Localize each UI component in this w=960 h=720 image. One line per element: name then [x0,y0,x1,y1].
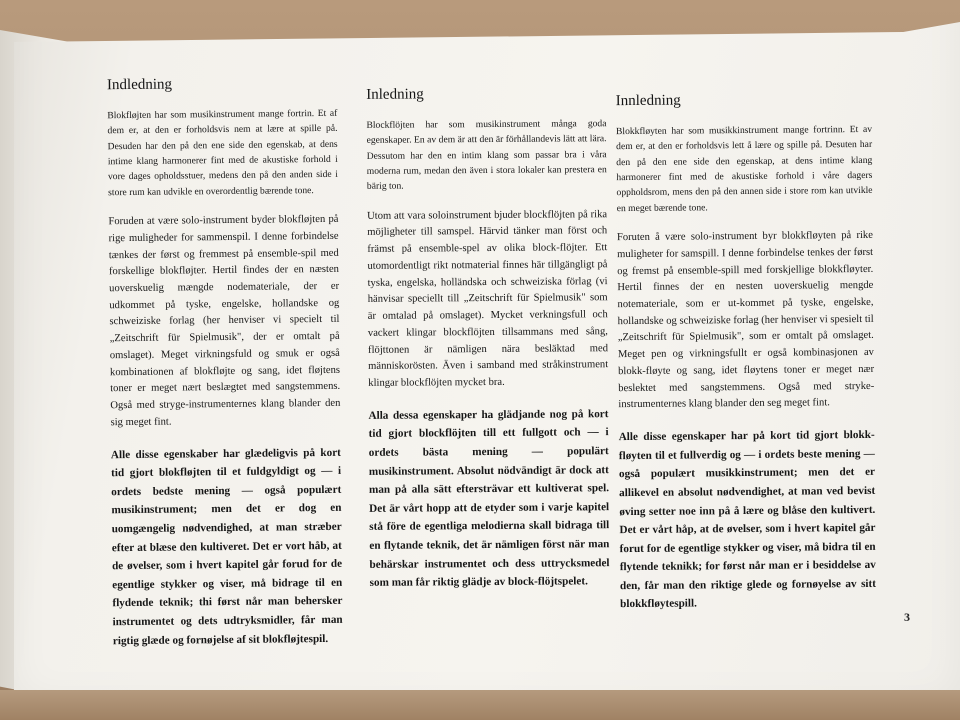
page-number: 3 [904,610,910,624]
paragraph: Blokkfløyten har som musikkinstrument mange fortrinn. Et av dem er, at den er forholdsvis lett å lære og spille på. Desuten har den på den ene side den egenskap, at dens intime klang harmonerer fint med de akustiske forhold i våre dagers oppholdsrom, mens den på den annen side i store rom kan utvikle en meget bærende tone. [615,123,873,214]
column-heading: Indledning [106,76,173,94]
paragraph: Alle disse egenskaper har på kort tid gjort blokk-fløyten til et fullverdig og — i ordets beste mening — også populært musikkinstrument; men det er allikevel en absolut nødvendighet, at man ved bevist øving setter noe inn på å lære og blåse den kultivert. Det er vårt håp, at de øvelser, som i hvert kapitel går forut for de egentlige stykker og viser, må bidra til en flytende teknikk; for først når man er i besiddelse av den, får man den riktige glede og fornøyelse av sitt blokkfløytespill. [618,429,877,611]
table-surface [0,690,960,720]
paragraph: Alla dessa egenskaper ha glädjande nog på kort tid gjort blockflöjten till ett fullgott och — i ordets bästa mening — populärt musikinstrument. Absolut nödvändigt är dock att man på alla sätt eftersträvar ett kultiverat spel. Det är vårt hopp att de etyder som i varje kapitel stå före de egentliga melodierna skall bidraga till en flytande teknik, det är nämligen först när man behärskar instrumentet och dess uttrycksmedel som man får riktig glädje av block-flöjtspelet. [368,407,610,589]
column-danish [107,75,343,665]
paragraph: Alle disse egenskaber har glædeligvis på kort tid gjort blokfløjten til et fuldgyldigt og — i ordets bedste mening — også populært musikinstrument; men det er dog en uomgængelig nødvendighed, at man stræber efter at blæse den kultiveret. Det er vort håb, at de øvelser, som i hvert kapitel går forud for de egentlige stykker og viser, må bidrage til en flydende teknik; thi først når man behersker instrumentet og dets udtryksmidler, får man rigtig glæde og fornøjelse af sit blokfløjtespil. [110,446,343,647]
paragraph: Foruden at være solo-instrument byder blokfløjten på rige muligheder for sammenspil. I denne forbindelse tænkes der først og fremmest på ensemble-spil med forskellige blokfløjter. Hertil findes der en næsten uoverskuelig mængde nodemateriale, der er udkommet på tyske, engelske, hollandske og schweiziske forlag (her henviser vi specielt til „Zeitschrift für Spielmusik", der er omtalt på omslaget). Meget virkningsfuld og smuk er også kombinationen af blokfløjte og sang, idet fløjtens toner er meget nært beslægtet med sangstemmens. Også med stryge-instrumenternes klang blander den sig meget fint. [108,213,341,429]
column-swedish [366,85,610,606]
column-heading: Inledning [366,86,424,103]
column-heading: Innledning [615,92,681,110]
paragraph: Utom att vara soloinstrument bjuder blockflöjten på rika möjligheter till samspel. Härvid tänker man först och främst på ensemble-spel av olika block-flöjter. Ett utomordentligt rikt notmaterial finnes här tillgängligt på tyska, engelska, holländska och schweiziska förlag (vi hänvisar speciellt till „Zeitschrift für Spielmusik" som är omtalad på omslaget). Mycket verkningsfull och vackert klingar blockflöjten tillsammans med sång, flöjttonen är nämligen nära besläktad med människorösten. Även i samband med stråkinstrument klingar blockflöjten mycket bra. [367,208,609,389]
paragraph: Blockflöjten har som musikinstrument många goda egenskaper. En av dem är att den är förhållandevis lätt att lära. Dessutom har den en intim klang som passar bra i våra moderna rum, medan den även i stora lokaler kan prestera en bärig ton. [366,118,607,193]
paragraph: Foruten å være solo-instrument byr blokkfløyten på rike muligheter for samspill. I denne forbindelse tenkes der først og fremst på ensemble-spill med forskjellige blokkfløyter. Hertil finnes der en nesten uoverskuelig mengde notemateriale, som er ut-kommet på tyske, engelske, hollandske og schweiziske forlag (her henviser vi spesielt til „Zeitschrift für Spielmusik", som er omtalt på omslaget. Meget pen og virkningsfullt er også kombinasjonen av blokk-fløyte og sang, idet fløytens toner er meget nær beslektet med sangstemmens. Også med stryke-instrumenternes klang blander den seg meget fint. [616,229,875,411]
column-norwegian [616,91,877,628]
paragraph: Blokfløjten har som musikinstrument mange fortrin. Et af dem er, at den er forholdsvis nem at lære at spille på. Desuden har den på den ene side den egenskab, at dens intime klang harmonerer fint med de akustiske forhold i vore dages opholdsstuer, medens den på den anden side i store rum kan udvikle en overordentlig bærende tone. [107,107,339,198]
